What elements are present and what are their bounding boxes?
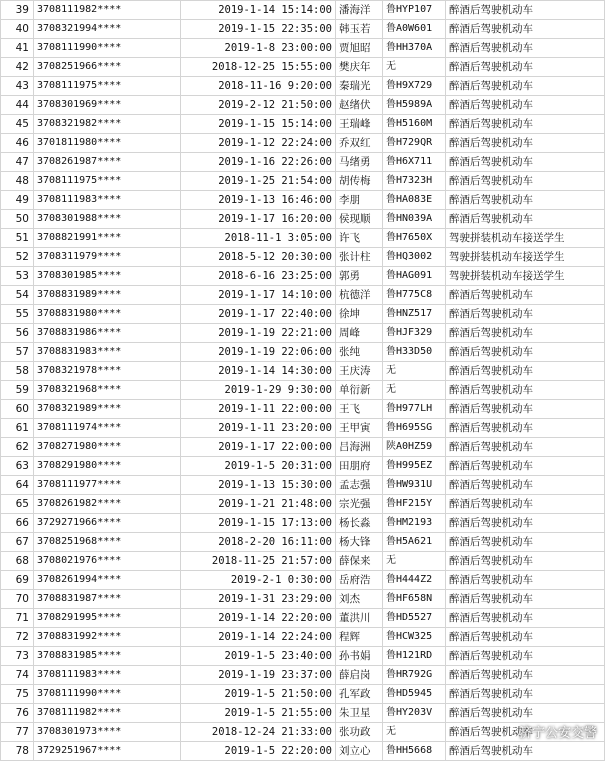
person-name-cell: 杨大锋	[336, 533, 383, 552]
id-number-cell: 3708831989****	[34, 286, 181, 305]
id-number-cell: 3708321989****	[34, 400, 181, 419]
date-time-cell: 2019-1-17 22:00:00	[181, 438, 336, 457]
row-number-cell: 54	[1, 286, 34, 305]
date-time-cell: 2018-12-25 15:55:00	[181, 58, 336, 77]
offense-cell: 醉酒后驾驶机动车	[446, 742, 605, 761]
plate-number-cell: 无	[383, 362, 446, 381]
offense-cell: 醉酒后驾驶机动车	[446, 362, 605, 381]
date-time-cell: 2019-1-14 15:14:00	[181, 1, 336, 20]
id-number-cell: 3701811980****	[34, 134, 181, 153]
table-row	[1, 742, 605, 761]
offense-cell: 醉酒后驾驶机动车	[446, 628, 605, 647]
date-time-cell: 2019-1-15 17:13:00	[181, 514, 336, 533]
date-time-cell: 2019-1-15 15:14:00	[181, 115, 336, 134]
date-time-cell: 2019-1-17 14:10:00	[181, 286, 336, 305]
person-name-cell: 薛启岗	[336, 666, 383, 685]
table-row	[1, 666, 605, 685]
plate-number-cell: 无	[383, 58, 446, 77]
date-time-cell: 2019-1-14 14:30:00	[181, 362, 336, 381]
plate-number-cell: 鲁HQ3002	[383, 248, 446, 267]
row-number-cell: 71	[1, 609, 34, 628]
row-number-cell: 69	[1, 571, 34, 590]
person-name-cell: 宗光强	[336, 495, 383, 514]
person-name-cell: 杭德洋	[336, 286, 383, 305]
row-number-cell: 57	[1, 343, 34, 362]
table-row	[1, 495, 605, 514]
person-name-cell: 周峰	[336, 324, 383, 343]
id-number-cell: 3708261994****	[34, 571, 181, 590]
date-time-cell: 2019-1-5 20:31:00	[181, 457, 336, 476]
date-time-cell: 2019-1-25 21:54:00	[181, 172, 336, 191]
offense-cell: 醉酒后驾驶机动车	[446, 552, 605, 571]
table-row	[1, 20, 605, 39]
row-number-cell: 70	[1, 590, 34, 609]
row-number-cell: 66	[1, 514, 34, 533]
offense-cell: 醉酒后驾驶机动车	[446, 343, 605, 362]
offense-cell: 醉酒后驾驶机动车	[446, 438, 605, 457]
row-number-cell: 42	[1, 58, 34, 77]
table-row	[1, 172, 605, 191]
person-name-cell: 孙书娟	[336, 647, 383, 666]
plate-number-cell: 鲁HA083E	[383, 191, 446, 210]
person-name-cell: 单衍新	[336, 381, 383, 400]
id-number-cell: 3708321994****	[34, 20, 181, 39]
plate-number-cell: 鲁HH5668	[383, 742, 446, 761]
person-name-cell: 吕海洲	[336, 438, 383, 457]
row-number-cell: 49	[1, 191, 34, 210]
plate-number-cell: 鲁H5160M	[383, 115, 446, 134]
offense-cell: 醉酒后驾驶机动车	[446, 96, 605, 115]
row-number-cell: 47	[1, 153, 34, 172]
offense-cell: 醉酒后驾驶机动车	[446, 324, 605, 343]
date-time-cell: 2018-11-1 3:05:00	[181, 229, 336, 248]
plate-number-cell: 鲁HN039A	[383, 210, 446, 229]
plate-number-cell: 鲁H5A621	[383, 533, 446, 552]
row-number-cell: 51	[1, 229, 34, 248]
date-time-cell: 2019-1-12 22:24:00	[181, 134, 336, 153]
offense-cell: 醉酒后驾驶机动车	[446, 20, 605, 39]
offense-cell: 醉酒后驾驶机动车	[446, 58, 605, 77]
plate-number-cell: 无	[383, 381, 446, 400]
plate-number-cell: 鲁H995EZ	[383, 457, 446, 476]
offense-cell: 醉酒后驾驶机动车	[446, 210, 605, 229]
row-number-cell: 72	[1, 628, 34, 647]
person-name-cell: 赵绪伏	[336, 96, 383, 115]
row-number-cell: 78	[1, 742, 34, 761]
table-row	[1, 609, 605, 628]
date-time-cell: 2019-1-16 22:26:00	[181, 153, 336, 172]
table-row	[1, 115, 605, 134]
offense-cell: 醉酒后驾驶机动车	[446, 381, 605, 400]
table-row	[1, 134, 605, 153]
table-row	[1, 457, 605, 476]
plate-number-cell: 鲁H7323H	[383, 172, 446, 191]
offense-cell: 驾驶拼装机动车接送学生	[446, 248, 605, 267]
offense-cell: 醉酒后驾驶机动车	[446, 723, 605, 742]
id-number-cell: 3729271966****	[34, 514, 181, 533]
person-name-cell: 李朋	[336, 191, 383, 210]
plate-number-cell: 鲁H444Z2	[383, 571, 446, 590]
id-number-cell: 3708321982****	[34, 115, 181, 134]
offense-cell: 醉酒后驾驶机动车	[446, 704, 605, 723]
watermark-text: 济宁公安交警	[518, 726, 597, 741]
id-number-cell: 3708831985****	[34, 647, 181, 666]
plate-number-cell: 鲁H121RD	[383, 647, 446, 666]
table-row	[1, 647, 605, 666]
date-time-cell: 2019-1-31 23:29:00	[181, 590, 336, 609]
date-time-cell: 2019-1-19 22:21:00	[181, 324, 336, 343]
plate-number-cell: 鲁HAG091	[383, 267, 446, 286]
plate-number-cell: 鲁H775C8	[383, 286, 446, 305]
person-name-cell: 韩玉若	[336, 20, 383, 39]
id-number-cell: 3708321968****	[34, 381, 181, 400]
date-time-cell: 2019-1-21 21:48:00	[181, 495, 336, 514]
plate-number-cell: 鲁H729QR	[383, 134, 446, 153]
table-row	[1, 381, 605, 400]
id-number-cell: 3708261987****	[34, 153, 181, 172]
row-number-cell: 40	[1, 20, 34, 39]
id-number-cell: 3729251967****	[34, 742, 181, 761]
person-name-cell: 王庆涛	[336, 362, 383, 381]
person-name-cell: 张计柱	[336, 248, 383, 267]
date-time-cell: 2018-5-12 20:30:00	[181, 248, 336, 267]
table-row	[1, 723, 605, 742]
plate-number-cell: 鲁H9X729	[383, 77, 446, 96]
table-row	[1, 514, 605, 533]
id-number-cell: 3708111990****	[34, 39, 181, 58]
id-number-cell: 3708301973****	[34, 723, 181, 742]
plate-number-cell: 鲁HYP107	[383, 1, 446, 20]
person-name-cell: 董洪川	[336, 609, 383, 628]
row-number-cell: 48	[1, 172, 34, 191]
row-number-cell: 61	[1, 419, 34, 438]
date-time-cell: 2019-1-19 22:06:00	[181, 343, 336, 362]
id-number-cell: 3708021976****	[34, 552, 181, 571]
row-number-cell: 65	[1, 495, 34, 514]
person-name-cell: 杨长淼	[336, 514, 383, 533]
offense-cell: 醉酒后驾驶机动车	[446, 685, 605, 704]
row-number-cell: 56	[1, 324, 34, 343]
row-number-cell: 53	[1, 267, 34, 286]
table-row	[1, 267, 605, 286]
person-name-cell: 朱卫星	[336, 704, 383, 723]
person-name-cell: 郭勇	[336, 267, 383, 286]
person-name-cell: 王瑞峰	[336, 115, 383, 134]
table-row	[1, 476, 605, 495]
id-number-cell: 3708111975****	[34, 172, 181, 191]
id-number-cell: 3708111975****	[34, 77, 181, 96]
offense-cell: 醉酒后驾驶机动车	[446, 476, 605, 495]
plate-number-cell: 无	[383, 723, 446, 742]
person-name-cell: 贾旭昭	[336, 39, 383, 58]
person-name-cell: 张纯	[336, 343, 383, 362]
offense-cell: 醉酒后驾驶机动车	[446, 305, 605, 324]
row-number-cell: 63	[1, 457, 34, 476]
person-name-cell: 岳府浩	[336, 571, 383, 590]
id-number-cell: 3708111983****	[34, 191, 181, 210]
plate-number-cell: 鲁HF658N	[383, 590, 446, 609]
person-name-cell: 王甲寅	[336, 419, 383, 438]
date-time-cell: 2019-1-17 16:20:00	[181, 210, 336, 229]
table-row	[1, 590, 605, 609]
offense-cell: 醉酒后驾驶机动车	[446, 1, 605, 20]
person-name-cell: 田朋府	[336, 457, 383, 476]
id-number-cell: 3708271980****	[34, 438, 181, 457]
table-row	[1, 210, 605, 229]
table-row	[1, 39, 605, 58]
offense-cell: 醉酒后驾驶机动车	[446, 457, 605, 476]
plate-number-cell: 鲁A0W601	[383, 20, 446, 39]
row-number-cell: 75	[1, 685, 34, 704]
offense-cell: 醉酒后驾驶机动车	[446, 400, 605, 419]
date-time-cell: 2018-6-16 23:25:00	[181, 267, 336, 286]
date-time-cell: 2018-2-20 16:11:00	[181, 533, 336, 552]
id-number-cell: 3708321978****	[34, 362, 181, 381]
table-row	[1, 533, 605, 552]
row-number-cell: 55	[1, 305, 34, 324]
id-number-cell: 3708251968****	[34, 533, 181, 552]
person-name-cell: 刘杰	[336, 590, 383, 609]
date-time-cell: 2019-2-12 21:50:00	[181, 96, 336, 115]
person-name-cell: 侯现顺	[336, 210, 383, 229]
offense-cell: 醉酒后驾驶机动车	[446, 514, 605, 533]
plate-number-cell: 鲁H7650X	[383, 229, 446, 248]
person-name-cell: 薛保来	[336, 552, 383, 571]
table-row	[1, 1, 605, 20]
date-time-cell: 2019-1-8 23:00:00	[181, 39, 336, 58]
table-row	[1, 191, 605, 210]
id-number-cell: 3708301985****	[34, 267, 181, 286]
offense-cell: 醉酒后驾驶机动车	[446, 609, 605, 628]
person-name-cell: 秦瑞光	[336, 77, 383, 96]
row-number-cell: 59	[1, 381, 34, 400]
row-number-cell: 77	[1, 723, 34, 742]
offense-cell: 醉酒后驾驶机动车	[446, 172, 605, 191]
row-number-cell: 68	[1, 552, 34, 571]
offense-cell: 醉酒后驾驶机动车	[446, 115, 605, 134]
id-number-cell: 3708301988****	[34, 210, 181, 229]
table-row	[1, 77, 605, 96]
table-row	[1, 552, 605, 571]
row-number-cell: 74	[1, 666, 34, 685]
date-time-cell: 2019-1-19 23:37:00	[181, 666, 336, 685]
person-name-cell: 程辉	[336, 628, 383, 647]
id-number-cell: 3708261982****	[34, 495, 181, 514]
row-number-cell: 50	[1, 210, 34, 229]
person-name-cell: 乔双红	[336, 134, 383, 153]
offense-cell: 醉酒后驾驶机动车	[446, 533, 605, 552]
id-number-cell: 3708831986****	[34, 324, 181, 343]
date-time-cell: 2019-1-29 9:30:00	[181, 381, 336, 400]
table-row	[1, 343, 605, 362]
table-row	[1, 286, 605, 305]
row-number-cell: 58	[1, 362, 34, 381]
plate-number-cell: 鲁HJF329	[383, 324, 446, 343]
date-time-cell: 2019-1-17 22:40:00	[181, 305, 336, 324]
row-number-cell: 46	[1, 134, 34, 153]
table-row	[1, 704, 605, 723]
plate-number-cell: 鲁H5989A	[383, 96, 446, 115]
table-row	[1, 400, 605, 419]
date-time-cell: 2019-1-13 15:30:00	[181, 476, 336, 495]
table-row	[1, 362, 605, 381]
plate-number-cell: 鲁H6X711	[383, 153, 446, 172]
table-row	[1, 96, 605, 115]
table-row	[1, 571, 605, 590]
date-time-cell: 2018-11-16 9:20:00	[181, 77, 336, 96]
offense-cell: 驾驶拼装机动车接送学生	[446, 267, 605, 286]
id-number-cell: 3708301969****	[34, 96, 181, 115]
id-number-cell: 3708111983****	[34, 666, 181, 685]
row-number-cell: 64	[1, 476, 34, 495]
date-time-cell: 2019-1-14 22:24:00	[181, 628, 336, 647]
offense-cell: 醉酒后驾驶机动车	[446, 39, 605, 58]
plate-number-cell: 鲁HD5945	[383, 685, 446, 704]
id-number-cell: 3708111982****	[34, 1, 181, 20]
offense-cell: 醉酒后驾驶机动车	[446, 77, 605, 96]
row-number-cell: 60	[1, 400, 34, 419]
plate-number-cell: 鲁H977LH	[383, 400, 446, 419]
offense-cell: 醉酒后驾驶机动车	[446, 419, 605, 438]
person-name-cell: 孔军政	[336, 685, 383, 704]
person-name-cell: 张功政	[336, 723, 383, 742]
id-number-cell: 3708831987****	[34, 590, 181, 609]
date-time-cell: 2019-1-13 16:46:00	[181, 191, 336, 210]
row-number-cell: 39	[1, 1, 34, 20]
table-row	[1, 628, 605, 647]
row-number-cell: 43	[1, 77, 34, 96]
row-number-cell: 41	[1, 39, 34, 58]
date-time-cell: 2019-1-11 23:20:00	[181, 419, 336, 438]
date-time-cell: 2019-1-5 21:50:00	[181, 685, 336, 704]
plate-number-cell: 陕A0HZ59	[383, 438, 446, 457]
plate-number-cell: 鲁HH370A	[383, 39, 446, 58]
date-time-cell: 2019-1-5 22:20:00	[181, 742, 336, 761]
table-row	[1, 685, 605, 704]
date-time-cell: 2019-2-1 0:30:00	[181, 571, 336, 590]
offense-cell: 醉酒后驾驶机动车	[446, 666, 605, 685]
id-number-cell: 3708111982****	[34, 704, 181, 723]
date-time-cell: 2019-1-15 22:35:00	[181, 20, 336, 39]
plate-number-cell: 鲁HW931U	[383, 476, 446, 495]
plate-number-cell: 鲁HM2193	[383, 514, 446, 533]
id-number-cell: 3708821991****	[34, 229, 181, 248]
table-row	[1, 324, 605, 343]
row-number-cell: 67	[1, 533, 34, 552]
person-name-cell: 刘立心	[336, 742, 383, 761]
offense-cell: 醉酒后驾驶机动车	[446, 191, 605, 210]
id-number-cell: 3708111974****	[34, 419, 181, 438]
offense-cell: 醉酒后驾驶机动车	[446, 153, 605, 172]
person-name-cell: 马绪勇	[336, 153, 383, 172]
id-number-cell: 3708831980****	[34, 305, 181, 324]
date-time-cell: 2019-1-11 22:00:00	[181, 400, 336, 419]
date-time-cell: 2019-1-5 21:55:00	[181, 704, 336, 723]
offense-cell: 醉酒后驾驶机动车	[446, 495, 605, 514]
table-row	[1, 419, 605, 438]
offense-cell: 醉酒后驾驶机动车	[446, 571, 605, 590]
person-name-cell: 王飞	[336, 400, 383, 419]
table-row	[1, 305, 605, 324]
plate-number-cell: 鲁H695SG	[383, 419, 446, 438]
table-row	[1, 248, 605, 267]
plate-number-cell: 鲁HD5527	[383, 609, 446, 628]
offense-cell: 醉酒后驾驶机动车	[446, 647, 605, 666]
id-number-cell: 3708831983****	[34, 343, 181, 362]
table-row	[1, 438, 605, 457]
date-time-cell: 2019-1-14 22:20:00	[181, 609, 336, 628]
person-name-cell: 潘海洋	[336, 1, 383, 20]
id-number-cell: 3708251966****	[34, 58, 181, 77]
id-number-cell: 3708831992****	[34, 628, 181, 647]
table-row	[1, 229, 605, 248]
row-number-cell: 76	[1, 704, 34, 723]
plate-number-cell: 鲁H33D50	[383, 343, 446, 362]
person-name-cell: 徐坤	[336, 305, 383, 324]
row-number-cell: 52	[1, 248, 34, 267]
table-row	[1, 153, 605, 172]
offense-cell: 醉酒后驾驶机动车	[446, 134, 605, 153]
date-time-cell: 2018-11-25 21:57:00	[181, 552, 336, 571]
plate-number-cell: 鲁HCW325	[383, 628, 446, 647]
row-number-cell: 45	[1, 115, 34, 134]
person-name-cell: 胡传梅	[336, 172, 383, 191]
id-number-cell: 3708111990****	[34, 685, 181, 704]
row-number-cell: 44	[1, 96, 34, 115]
plate-number-cell: 无	[383, 552, 446, 571]
row-number-cell: 62	[1, 438, 34, 457]
person-name-cell: 许飞	[336, 229, 383, 248]
plate-number-cell: 鲁HNZ517	[383, 305, 446, 324]
offense-cell: 醉酒后驾驶机动车	[446, 590, 605, 609]
id-number-cell: 3708311979****	[34, 248, 181, 267]
table-row	[1, 58, 605, 77]
id-number-cell: 3708111977****	[34, 476, 181, 495]
date-time-cell: 2018-12-24 21:33:00	[181, 723, 336, 742]
id-number-cell: 3708291995****	[34, 609, 181, 628]
person-name-cell: 孟志强	[336, 476, 383, 495]
offense-cell: 驾驶拼装机动车接送学生	[446, 229, 605, 248]
date-time-cell: 2019-1-5 23:40:00	[181, 647, 336, 666]
plate-number-cell: 鲁HR792G	[383, 666, 446, 685]
plate-number-cell: 鲁HY203V	[383, 704, 446, 723]
row-number-cell: 73	[1, 647, 34, 666]
plate-number-cell: 鲁HF215Y	[383, 495, 446, 514]
id-number-cell: 3708291980****	[34, 457, 181, 476]
person-name-cell: 樊庆年	[336, 58, 383, 77]
offense-cell: 醉酒后驾驶机动车	[446, 286, 605, 305]
